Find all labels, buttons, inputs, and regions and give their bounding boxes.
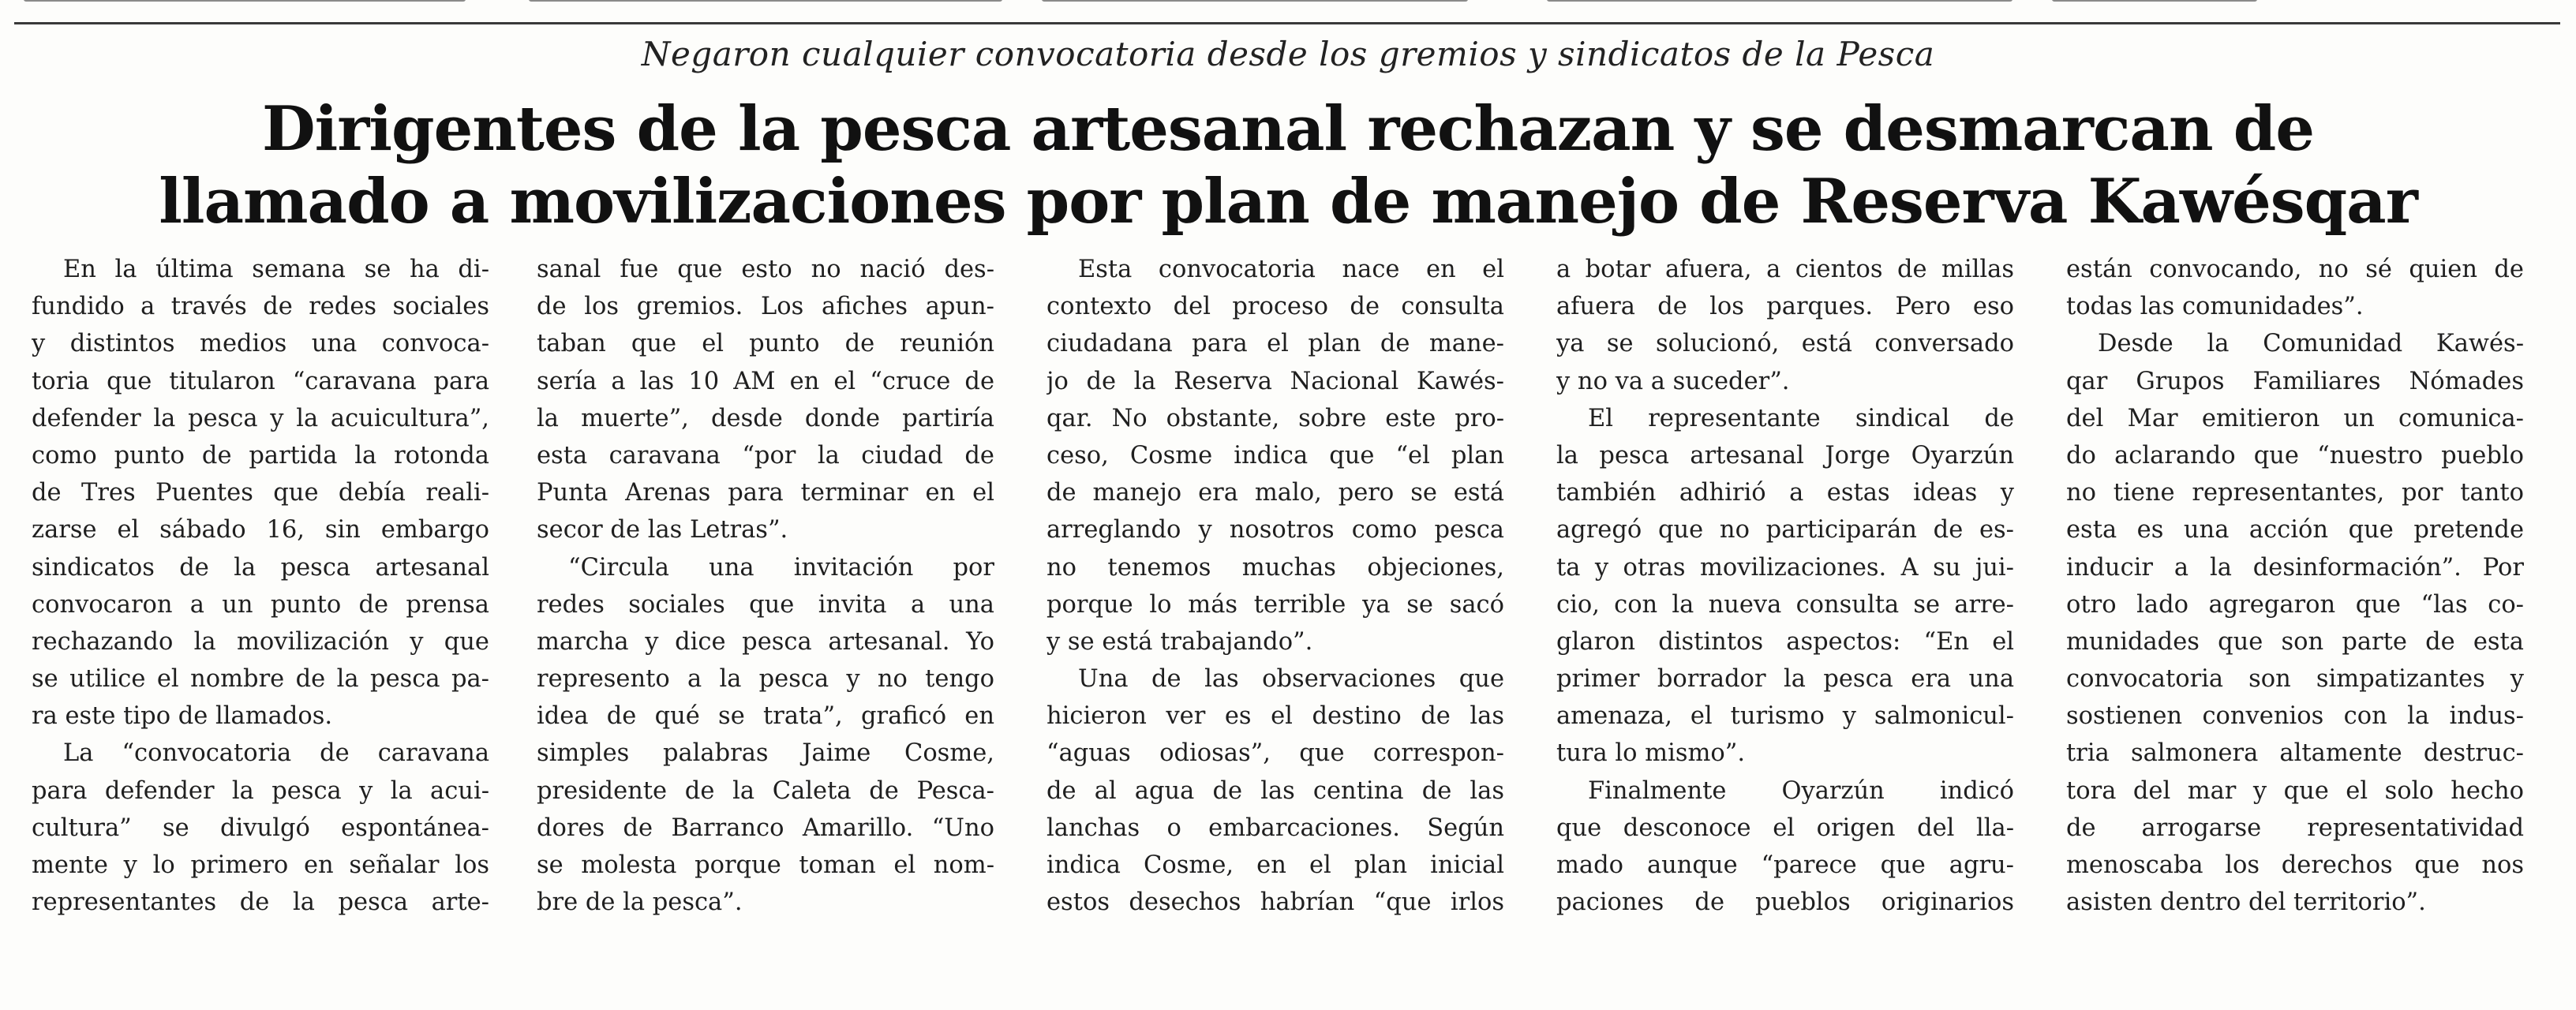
text-line: lanchas o embarcaciones. Según xyxy=(1046,814,1504,842)
text-line: “Circula una invitación por xyxy=(568,553,994,582)
text-line: toria que titularon “caravana para xyxy=(32,367,489,395)
text-line: paciones de pueblos originarios xyxy=(1556,888,2014,917)
text-line: convocatoria son simpatizantes y xyxy=(2066,665,2524,694)
article-body xyxy=(32,251,2549,1001)
text-line: do aclarando que “nuestro pueblo xyxy=(2066,441,2524,469)
text-line: taban que el punto de reunión xyxy=(537,330,994,358)
headline-line: llamado a movilizaciones por plan de manejo de Reserva Kawésqar xyxy=(159,166,2417,238)
text-line: esta caravana “por la ciudad de xyxy=(537,441,994,469)
text-line: para defender la pesca y la acui- xyxy=(32,776,489,805)
text-line: agregó que no participarán de es- xyxy=(1556,516,2014,544)
text-line: amenaza, el turismo y salmonicul- xyxy=(1556,702,2014,731)
text-line: cio, con la nueva consulta se arre- xyxy=(1556,590,2014,619)
headline-line: Dirigentes de la pesca artesanal rechazan y se desmarcan de xyxy=(262,93,2314,165)
text-line: ciudadana para el plan de mane- xyxy=(1046,330,1504,358)
text-line: Esta convocatoria nace en el xyxy=(1078,256,1504,283)
text-line: redes sociales que invita a una xyxy=(537,590,994,619)
article-headline xyxy=(0,93,2576,238)
text-line: fundido a través de redes sociales xyxy=(32,293,489,321)
text-line: sindicatos de la pesca artesanal xyxy=(32,553,489,582)
text-line: qar Grupos Familiares Nómades xyxy=(2066,367,2524,395)
text-line: no tiene representantes, por tanto xyxy=(2066,479,2524,507)
text-line: también adhirió a estas ideas y xyxy=(1556,479,2014,507)
text-line: contexto del proceso de consulta xyxy=(1046,293,1504,321)
text-line: no tenemos muchas objeciones, xyxy=(1046,553,1504,582)
text-line: afuera de los parques. Pero eso xyxy=(1556,293,2014,321)
text-line: representantes de la pesca arte- xyxy=(32,888,489,917)
text-line: sanal fue que esto no nació des- xyxy=(537,256,994,283)
text-line: mente y lo primero en señalar los xyxy=(32,851,489,879)
text-line: represento a la pesca y no tengo xyxy=(537,665,994,694)
text-line: jo de la Reserva Nacional Kawés- xyxy=(1046,367,1504,395)
article-kicker: Negaron cualquier convocatoria desde los gremios y sindicatos de la Pesca xyxy=(641,35,1935,73)
text-line: sería a las 10 AM en el “cruce de xyxy=(537,367,994,395)
text-line: secor de las Letras”. xyxy=(537,516,788,544)
text-column-1 xyxy=(32,251,489,921)
text-line: del Mar emitieron un comunica- xyxy=(2066,404,2524,432)
text-line: de arrogarse representatividad xyxy=(2066,814,2524,842)
text-line: se molesta porque toman el nom- xyxy=(537,851,994,879)
text-line: ta y otras movilizaciones. A su jui- xyxy=(1556,553,2014,582)
text-line: y no va a suceder”. xyxy=(1556,367,1790,395)
text-line: Finalmente Oyarzún indicó xyxy=(1588,776,2014,805)
text-line: a botar afuera, a cientos de millas xyxy=(1556,256,2014,283)
text-line: presidente de la Caleta de Pesca- xyxy=(537,776,994,805)
text-line: inducir a la desinformación”. Por xyxy=(2066,553,2524,582)
text-line: de manejo era malo, pero se está xyxy=(1046,479,1504,507)
text-line: la pesca artesanal Jorge Oyarzún xyxy=(1556,441,2014,469)
text-line: marcha y dice pesca artesanal. Yo xyxy=(537,627,994,656)
text-column-3 xyxy=(1046,251,1504,921)
text-line: hicieron ver es el destino de las xyxy=(1046,702,1504,731)
text-line: Punta Arenas para terminar en el xyxy=(537,479,994,507)
text-line: de Tres Puentes que debía reali- xyxy=(32,479,489,507)
text-line: como punto de partida la rotonda xyxy=(32,441,489,469)
previous-article-cut-text xyxy=(0,0,2576,8)
text-line: tria salmonera altamente destruc- xyxy=(2066,739,2524,768)
text-line: ceso, Cosme indica que “el plan xyxy=(1046,441,1504,469)
text-line: la muerte”, desde donde partiría xyxy=(537,404,994,432)
text-line: rechazando la movilización y que xyxy=(32,627,489,656)
text-line: primer borrador la pesca era una xyxy=(1556,665,2014,694)
text-line: munidades que son parte de esta xyxy=(2066,627,2524,656)
text-line: indica Cosme, en el plan inicial xyxy=(1046,851,1504,879)
text-line: simples palabras Jaime Cosme, xyxy=(537,739,994,768)
text-line: que desconoce el origen del lla- xyxy=(1556,814,2014,842)
text-line: El representante sindical de xyxy=(1588,404,2014,432)
text-line: de los gremios. Los afiches apun- xyxy=(537,293,994,321)
text-line: de al agua de las centina de las xyxy=(1046,776,1504,805)
text-line: esta es una acción que pretende xyxy=(2066,516,2524,544)
text-line: Una de las observaciones que xyxy=(1078,665,1504,694)
text-line: todas las comunidades”. xyxy=(2066,293,2364,321)
text-line: estos desechos habrían “que irlos xyxy=(1046,888,1504,917)
text-line: defender la pesca y la acuicultura”, xyxy=(32,404,489,432)
text-line: asisten dentro del territorio”. xyxy=(2066,888,2426,917)
text-line: ra este tipo de llamados. xyxy=(32,702,333,731)
text-line: La “convocatoria de caravana xyxy=(63,739,489,768)
text-line: y distintos medios una convoca- xyxy=(32,330,489,358)
text-line: tura lo mismo”. xyxy=(1556,739,1746,768)
text-column-5 xyxy=(2066,251,2524,921)
text-line: están convocando, no sé quien de xyxy=(2066,256,2524,283)
text-line: “aguas odiosas”, que correspon- xyxy=(1046,739,1504,768)
section-divider-rule xyxy=(14,22,2560,24)
text-column-4 xyxy=(1556,251,2014,921)
text-line: dores de Barranco Amarillo. “Uno xyxy=(537,814,994,842)
text-line: otro lado agregaron que “las co- xyxy=(2066,590,2524,619)
text-line: mado aunque “parece que agru- xyxy=(1556,851,2014,879)
text-line: tora del mar y que el solo hecho xyxy=(2066,776,2524,805)
text-line: ya se solucionó, está conversado xyxy=(1556,330,2014,358)
text-column-2 xyxy=(537,251,994,921)
text-line: sostienen convenios con la indus- xyxy=(2066,702,2524,731)
text-line: glaron distintos aspectos: “En el xyxy=(1556,627,2014,656)
text-line: Desde la Comunidad Kawés- xyxy=(2098,330,2524,358)
text-line: qar. No obstante, sobre este pro- xyxy=(1046,404,1504,432)
text-line: arreglando y nosotros como pesca xyxy=(1046,516,1504,544)
text-line: bre de la pesca”. xyxy=(537,888,743,917)
text-line: menoscaba los derechos que nos xyxy=(2066,851,2524,879)
text-line: convocaron a un punto de prensa xyxy=(32,590,489,619)
text-line: idea de qué se trata”, graficó en xyxy=(537,702,994,731)
text-line: cultura” se divulgó espontánea- xyxy=(32,814,489,842)
text-line: porque lo más terrible ya se sacó xyxy=(1046,590,1504,619)
text-line: y se está trabajando”. xyxy=(1046,627,1313,656)
text-line: En la última semana se ha di- xyxy=(63,256,489,283)
text-line: zarse el sábado 16, sin embargo xyxy=(32,516,489,544)
text-line: se utilice el nombre de la pesca pa- xyxy=(32,665,489,694)
